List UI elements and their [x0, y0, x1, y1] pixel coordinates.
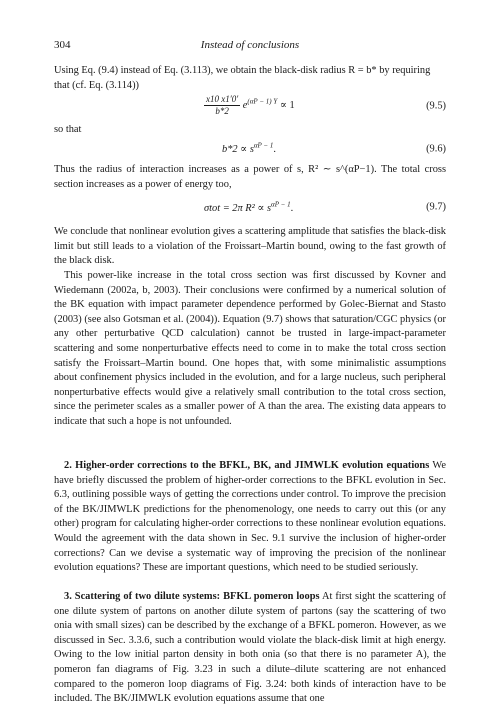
- equation-9-5: [54, 91, 446, 121]
- equation-9-5-exponent: (αP − 1) Y: [247, 97, 278, 106]
- page-number: 304: [54, 39, 71, 51]
- equation-9-6-lhs: b*2 ∝ s: [222, 144, 254, 155]
- intro-paragraph: [54, 64, 446, 93]
- equation-9-5-numerator: x10 x1′0′: [206, 94, 239, 104]
- equation-9-7: [54, 192, 446, 222]
- equation-9-7-exponent: αP − 1: [271, 200, 291, 209]
- item-2-paragraph: [54, 459, 446, 576]
- equation-9-5-body: [204, 94, 295, 117]
- equation-9-6-body: [222, 143, 276, 155]
- equation-9-5-number: (9.5): [426, 100, 446, 112]
- equation-9-6-number: (9.6): [426, 143, 446, 155]
- so-that-text: so that: [54, 124, 82, 135]
- equation-9-6-tail: .: [273, 144, 277, 155]
- equation-9-6: [54, 136, 446, 162]
- power-law-paragraph: This power-like increase in the total cross section was first discussed by Kovner and Wiedemann (2002a, b, 2003). Their conclusions were confirmed by a numerical solution of the BK equation with impact parameter dependence performed by Golec-Biernat and Stasto (2003) (see also Gotsman et al. (2004)). Equation (9.7) shows that saturation/CGC physics (or any other perturbative QCD calculation) cannot be trusted in large-impact-parameter scattering and some nonperturbative effects need to come in to make the total cross section satisfy the Froissart–Martin bound. One hopes that, with some minimalistic assumptions about confinement physics included in the evolution, and for a large nucleus, such peripheral nonperturbative effects would give a relatively small contribution to the total cross section, since the perimeter scales as a smaller power of A than the area. The existing data appears to indicate that such a hope is not unfounded.: [54, 270, 446, 427]
- radius-paragraph: Thus the radius of interaction increases as a power of s, R² ∼ s^(αP−1). The total cross section increases as a power of energy too,: [54, 164, 446, 190]
- equation-9-7-body: [204, 202, 293, 214]
- equation-9-7-lhs: σtot = 2π R² ∝ s: [204, 203, 272, 214]
- equation-9-5-tail: ∝ 1: [277, 99, 295, 111]
- equation-9-5-fraction: [204, 94, 240, 117]
- equation-9-7-number: (9.7): [426, 201, 446, 213]
- equation-9-7-tail: .: [290, 203, 294, 214]
- item-2-body: We have briefly discussed the problem of higher-order corrections to the BFKL evolution in Sec. 6.3, outlining possible ways of getting the corrections under control. To improve the precision of the BK/JIMWLK predictions for the phenomenology, one needs to carry out this (or any other) program for calculating higher-order corrections to these nonlinear evolution equations. Would the agreement with the data shown in Sec. 9.1 survive the inclusion of higher-order corrections? Can we devise a systematic way of improving the precision of the nonlinear evolution equations? These are important questions, which need to be studied seriously.: [54, 460, 446, 574]
- equation-9-5-denominator: b*2: [215, 106, 229, 116]
- conclusion-paragraph: We conclude that nonlinear evolution gives a scattering amplitude that satisfies the black-disk limit but still leads to a violation of the Froissart–Martin bound, owing to the fast growth of the black disk.: [54, 226, 446, 267]
- item-2-heading: 2. Higher-order corrections to the BFKL, BK, and JIMWLK evolution equations: [64, 460, 430, 471]
- intro-line-1: Using Eq. (9.4) instead of Eq. (3.113), we obtain the black-disk radius R = b* by requiring: [54, 65, 431, 76]
- intro-line-2: that (cf. Eq. (3.114)): [54, 79, 140, 91]
- running-title: Instead of conclusions: [200, 39, 300, 51]
- item-3-paragraph: [54, 590, 446, 707]
- item-3-heading: 3. Scattering of two dilute systems: BFKL pomeron loops: [64, 591, 320, 602]
- item-3-body: At first sight the scattering of one dilute system of partons on another dilute system of partons (say the scattering of two onia with small sizes) can be described by the exchange of a BFKL pomeron. However, as we discussed in Sec. 3.3.6, such a contribution would violate the black-disk limit at high energy. Owing to the low initial parton density in both onia (so that there is no parameter A), the pomeron fan diagrams of Fig. 3.23 in such a dilute–dilute scattering are not enhanced compared to the pomeron loop diagrams of Fig. 3.24: both kinds of interaction have to be included. The BK/JIMWLK evolution equations assume that one: [54, 591, 446, 705]
- equation-9-5-exp-base: e: [242, 99, 248, 111]
- equation-9-6-exponent: αP − 1: [253, 141, 274, 150]
- running-head: [54, 39, 446, 53]
